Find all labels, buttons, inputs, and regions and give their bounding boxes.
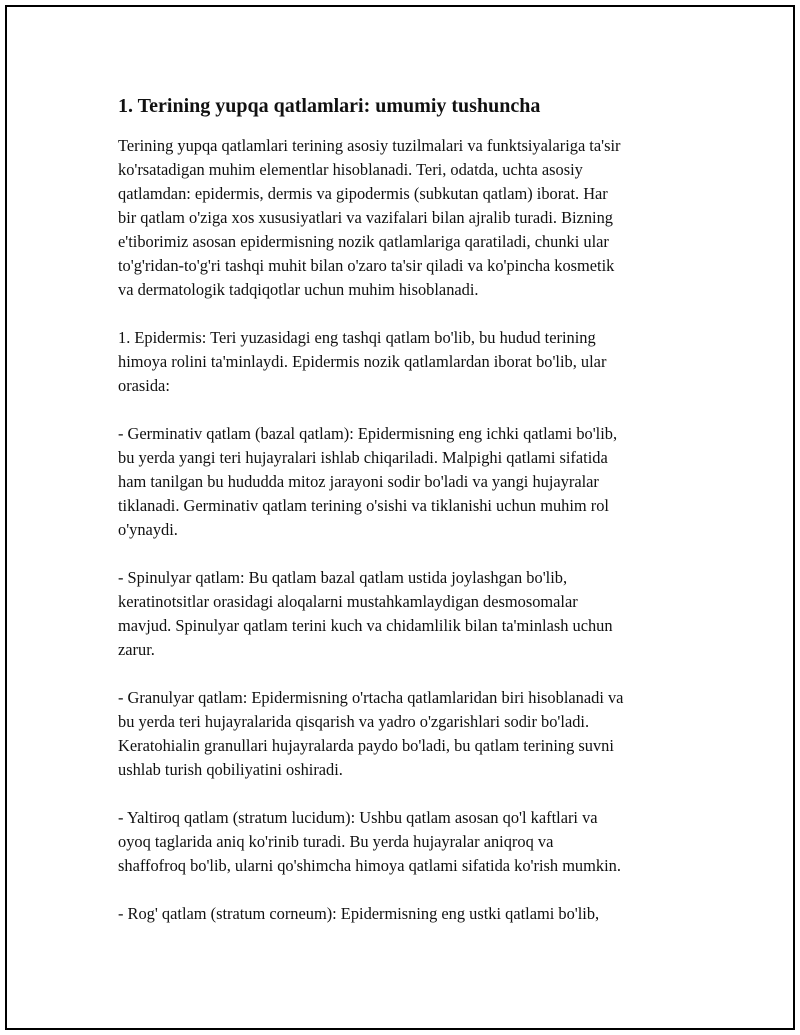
text-line: - Yaltiroq qatlam (stratum lucidum): Ushbu qatlam asosan qo'l kaftlari va (118, 808, 598, 827)
epidermis-paragraph (118, 326, 690, 398)
text-line: mavjud. Spinulyar qatlam terini kuch va chidamlilik bilan ta'minlash uchun (118, 616, 613, 635)
text-line: shaffofroq bo'lib, ularni qo'shimcha himoya qatlami sifatida ko'rish mumkin. (118, 856, 621, 875)
section-heading: 1. Terining yupqa qatlamlari: umumiy tushuncha (118, 95, 541, 117)
intro-paragraph (118, 134, 690, 302)
text-line: Keratohialin granullari hujayralarda paydo bo'ladi, bu qatlam terining suvni (118, 736, 614, 755)
text-line: zarur. (118, 640, 155, 659)
text-line: oyoq taglarida aniq ko'rinib turadi. Bu yerda hujayralar aniqroq va (118, 832, 554, 851)
text-line: - Spinulyar qatlam: Bu qatlam bazal qatlam ustida joylashgan bo'lib, (118, 568, 568, 587)
text-line: qatlamdan: epidermis, dermis va gipodermis (subkutan qatlam) iborat. Har (118, 184, 608, 203)
germinativ-layer-paragraph (118, 422, 690, 542)
text-line: tiklanadi. Germinativ qatlam terining o'sishi va tiklanishi uchun muhim rol (118, 496, 609, 515)
text-line: orasida: (118, 376, 170, 395)
text-line: ushlab turish qobiliyatini oshiradi. (118, 760, 343, 779)
document-body (118, 92, 690, 950)
text-line: ko'rsatadigan muhim elementlar hisoblanadi. Teri, odatda, uchta asosiy (118, 160, 583, 179)
text-line: Terining yupqa qatlamlari terining asosiy tuzilmalari va funktsiyalariga ta'sir (118, 136, 621, 155)
granulyar-layer-paragraph (118, 686, 690, 782)
yaltiroq-layer-paragraph (118, 806, 690, 878)
text-line: va dermatologik tadqiqotlar uchun muhim hisoblanadi. (118, 280, 479, 299)
text-line: 1. Epidermis: Teri yuzasidagi eng tashqi qatlam bo'lib, bu hudud terining (118, 328, 596, 347)
text-line: to'g'ridan-to'g'ri tashqi muhit bilan o'zaro ta'sir qiladi va ko'pincha kosmetik (118, 256, 615, 275)
text-line: o'ynaydi. (118, 520, 178, 539)
text-line: - Rog' qatlam (stratum corneum): Epidermisning eng ustki qatlami bo'lib, (118, 904, 600, 923)
rog-layer-paragraph (118, 902, 690, 926)
text-line: bir qatlam o'ziga xos xususiyatlari va vazifalari bilan ajralib turadi. Bizning (118, 208, 613, 227)
text-line: keratinotsitlar orasidagi aloqalarni mustahkamlaydigan desmosomalar (118, 592, 578, 611)
text-line: ham tanilgan bu hududda mitoz jarayoni sodir bo'ladi va yangi hujayralar (118, 472, 599, 491)
text-line: e'tiborimiz asosan epidermisning nozik qatlamlariga qaratiladi, chunki ular (118, 232, 609, 251)
spinulyar-layer-paragraph (118, 566, 690, 662)
text-line: - Germinativ qatlam (bazal qatlam): Epidermisning eng ichki qatlami bo'lib, (118, 424, 618, 443)
text-line: bu yerda yangi teri hujayralari ishlab chiqariladi. Malpighi qatlami sifatida (118, 448, 608, 467)
text-line: himoya rolini ta'minlaydi. Epidermis nozik qatlamlardan iborat bo'lib, ular (118, 352, 607, 371)
text-line: bu yerda teri hujayralarida qisqarish va yadro o'zgarishlari sodir bo'ladi. (118, 712, 590, 731)
text-line: - Granulyar qatlam: Epidermisning o'rtacha qatlamlaridan biri hisoblanadi va (118, 688, 624, 707)
